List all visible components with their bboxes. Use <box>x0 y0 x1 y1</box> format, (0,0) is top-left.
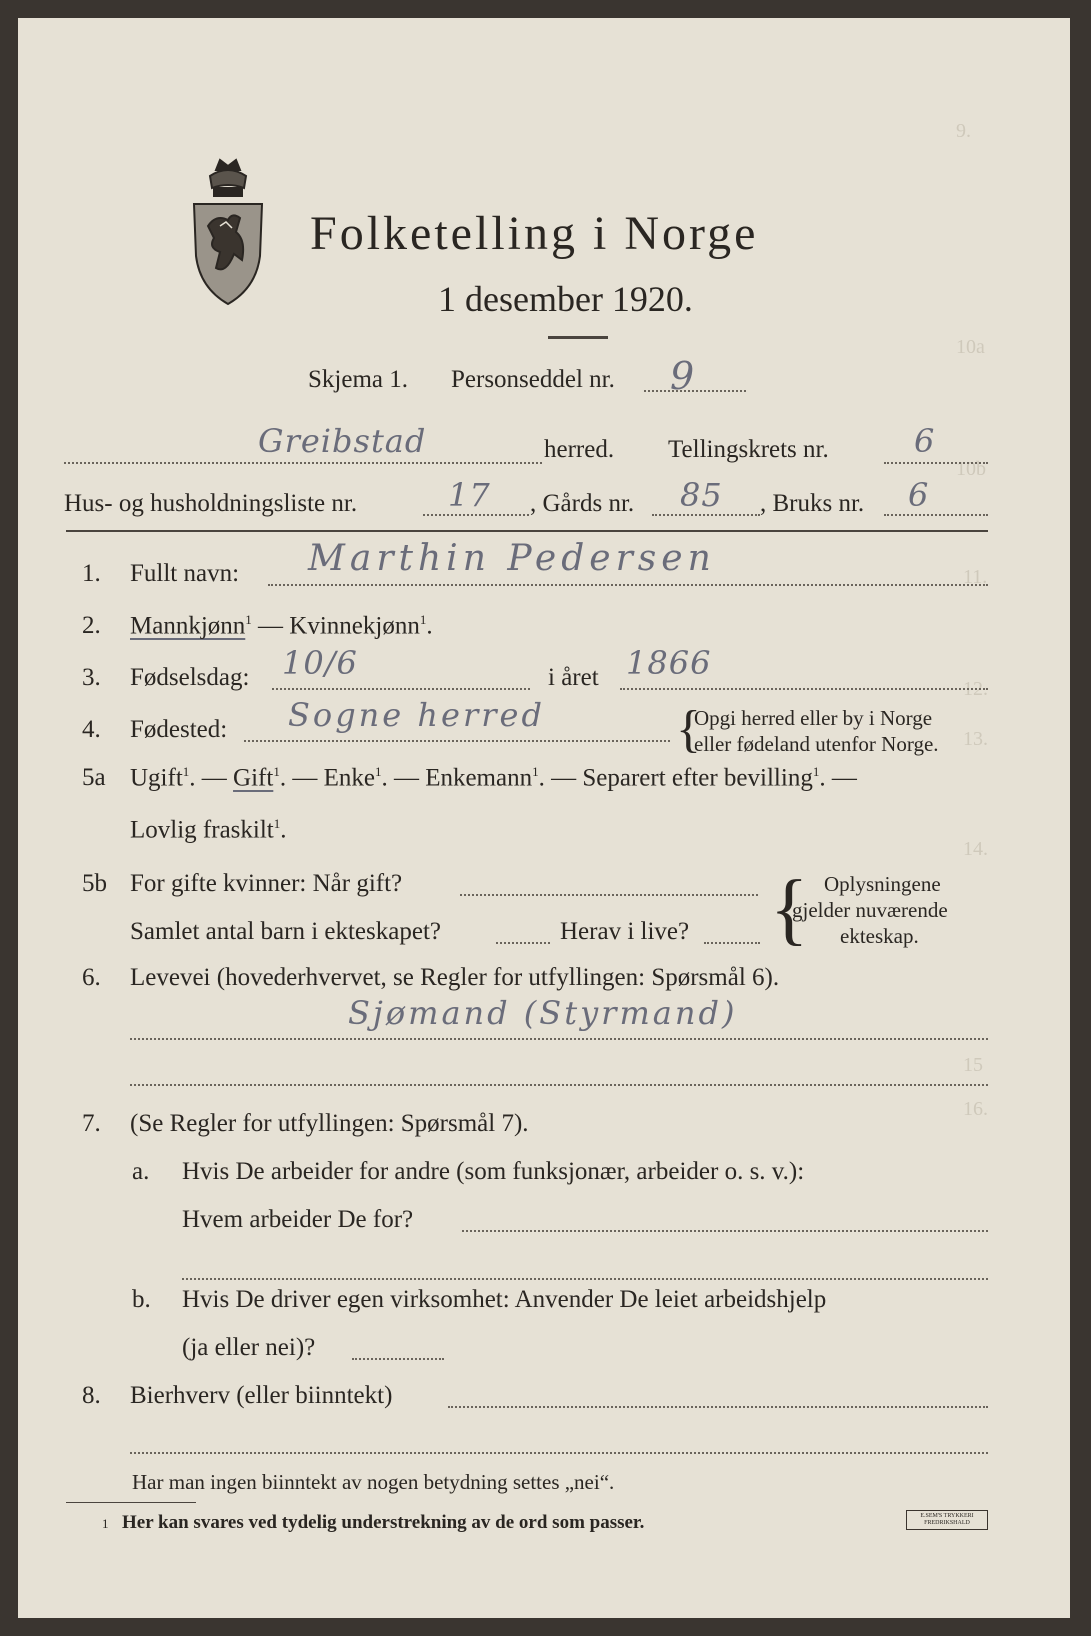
alive-field-line <box>704 942 760 944</box>
marital-enkemann-option[interactable]: Enkemann <box>425 764 533 792</box>
skjema-label: Skjema 1. <box>308 366 408 393</box>
bruks-label: , Bruks nr. <box>760 490 865 517</box>
q5b-children-label: Samlet antal barn i ekteskapet? <box>130 918 441 945</box>
printer-stamp-line2: FREDRIKSHALD <box>924 1520 970 1526</box>
marital-ugift-option[interactable]: Ugift <box>130 764 183 792</box>
footnote-ref: 1 <box>273 816 281 831</box>
ghost-margin-number: 15 <box>963 1054 983 1076</box>
gender-female-option[interactable]: Kvinnekjønn <box>289 612 420 640</box>
bruks-field-line <box>884 514 988 516</box>
footnote-ref: 1 <box>532 764 539 779</box>
separator-dash: . — <box>189 764 234 792</box>
separator-dash: . — <box>538 764 583 792</box>
census-form-page <box>18 18 1070 1618</box>
gender-male-option[interactable]: Mannkjønn <box>130 612 246 640</box>
q5b-note-line2: gjelder nuværende <box>792 898 948 922</box>
separator-dash: . — <box>819 764 857 792</box>
marital-lovlig-row: Lovlig fraskilt$^1$. <box>130 816 287 844</box>
personseddel-label: Personseddel nr. <box>451 366 615 393</box>
employer-field-line-2 <box>182 1278 988 1280</box>
side-income-field-line <box>448 1406 988 1408</box>
herred-field-line <box>64 462 542 464</box>
separator-dash: . — <box>279 764 324 792</box>
tellingskrets-label: Tellingskrets nr. <box>668 436 829 463</box>
q7-number: 7. <box>82 1110 101 1137</box>
footnote-ref: 1 <box>812 764 820 779</box>
year-label: i året <box>548 664 599 691</box>
employer-field-line <box>462 1230 988 1232</box>
tellingskrets-value[interactable]: 6 <box>914 422 936 460</box>
year-field-line <box>620 688 988 690</box>
marital-lovlig-option[interactable]: Lovlig fraskilt <box>130 816 274 844</box>
occupation-field-line <box>130 1038 988 1040</box>
gards-field-line <box>652 514 760 516</box>
personseddel-value[interactable]: 9 <box>670 354 696 398</box>
married-when-field-line <box>460 894 758 896</box>
hired-help-field-line <box>352 1358 444 1360</box>
herred-label: herred. <box>544 436 615 463</box>
q2-number: 2. <box>82 612 101 639</box>
marital-status-options <box>130 764 857 792</box>
gender-options <box>130 612 433 640</box>
q1-field-line <box>268 584 988 586</box>
header-divider <box>66 530 988 532</box>
title-divider <box>548 336 608 339</box>
q3-number: 3. <box>82 664 101 691</box>
brace-icon: { <box>770 865 809 953</box>
q7a-text: Hvis De arbeider for andre (som funksjonær, arbeider o. s. v.): <box>182 1158 805 1185</box>
birth-year-value[interactable]: 1866 <box>626 644 712 682</box>
q3-label: Fødselsdag: <box>130 664 250 691</box>
brace-icon: { <box>676 701 701 758</box>
gards-label: , Gårds nr. <box>530 490 635 517</box>
printer-stamp-line1: E.SEM'S TRYKKERI <box>920 1513 974 1519</box>
q7-label: (Se Regler for utfyllingen: Spørsmål 7). <box>130 1110 529 1137</box>
q7b-question: (ja eller nei)? <box>182 1334 316 1361</box>
occupation-value[interactable]: Sjømand (Styrmand) <box>348 994 738 1032</box>
ghost-margin-number: 11. <box>963 566 988 588</box>
gender-end-dot: . <box>426 612 433 640</box>
q7a-letter: a. <box>132 1158 150 1185</box>
ghost-margin-number: 12. <box>963 678 988 700</box>
q4-label: Fødested: <box>130 716 228 743</box>
q5b-number: 5b <box>82 870 107 897</box>
census-date: 1 desember 1920. <box>438 279 693 319</box>
footnote-ref: 1 <box>245 612 252 627</box>
q5b-note-line1: Oplysningene <box>824 872 941 896</box>
footnote-ref: 1 <box>182 764 190 779</box>
q5b-alive-label: Herav i live? <box>560 918 690 945</box>
hus-value[interactable]: 17 <box>448 476 491 514</box>
marital-enke-option[interactable]: Enke <box>323 764 375 792</box>
footnote-ref: 1 <box>374 764 382 779</box>
birthplace-field-line <box>244 740 670 742</box>
page-title: Folketelling i Norge <box>310 207 759 260</box>
separator-dash: . — <box>381 764 426 792</box>
bruks-value[interactable]: 6 <box>908 476 930 514</box>
ghost-margin-number: 10a <box>956 336 985 358</box>
herred-value[interactable]: Greibstad <box>258 422 427 460</box>
side-income-field-line-2 <box>130 1452 988 1454</box>
q1-label: Fullt navn: <box>130 560 240 587</box>
hus-label: Hus- og husholdningsliste nr. <box>64 490 358 517</box>
marital-separert-option[interactable]: Separert efter bevilling <box>582 764 813 792</box>
ghost-margin-number: 13. <box>963 728 988 750</box>
q5b-married-when-label: For gifte kvinner: Når gift? <box>130 870 403 897</box>
q5a-number: 5a <box>82 764 106 791</box>
footnote-ref: 1 <box>419 612 427 627</box>
q7b-text: Hvis De driver egen virksomhet: Anvender De leiet arbeidshjelp <box>182 1286 827 1313</box>
ghost-margin-number: 14. <box>963 838 988 860</box>
ghost-margin-number: 9. <box>956 120 971 142</box>
norway-coat-of-arms-icon <box>186 156 270 308</box>
birthplace-value[interactable]: Sogne herred <box>288 696 545 734</box>
birthday-value[interactable]: 10/6 <box>282 644 358 682</box>
gards-value[interactable]: 85 <box>680 476 723 514</box>
q8-label: Bierhverv (eller biinntekt) <box>130 1382 393 1409</box>
footnote-number: 1 <box>102 1516 109 1531</box>
q7a-question: Hvem arbeider De for? <box>182 1206 414 1233</box>
q4-note-line2: eller fødeland utenfor Norge. <box>694 732 939 756</box>
hus-field-line <box>423 514 529 516</box>
q5b-note-line3: ekteskap. <box>840 924 919 948</box>
full-name-value[interactable]: Marthin Pedersen <box>308 538 716 579</box>
marital-gift-option[interactable]: Gift <box>233 764 274 792</box>
footnote-divider <box>66 1502 196 1503</box>
ghost-margin-number: 16. <box>963 1098 988 1120</box>
q8-number: 8. <box>82 1382 101 1409</box>
q4-number: 4. <box>82 716 101 743</box>
ghost-margin-number: 10b <box>956 458 986 480</box>
footnote-text: Her kan svares ved tydelig understrekning av de ord som passer. <box>122 1512 645 1533</box>
q4-note-line1: Opgi herred eller by i Norge <box>694 706 933 730</box>
q7b-letter: b. <box>132 1286 151 1313</box>
q6-number: 6. <box>82 964 101 991</box>
side-income-note: Har man ingen biinntekt av nogen betydning settes „nei“. <box>132 1470 615 1494</box>
footnote-ref: 1 <box>273 764 280 779</box>
gender-separator: — <box>251 612 290 640</box>
birthday-field-line <box>272 688 530 690</box>
tellingskrets-field-line <box>884 462 988 464</box>
occupation-field-line-2 <box>130 1084 988 1086</box>
children-field-line <box>496 942 550 944</box>
q1-number: 1. <box>82 560 101 587</box>
printer-stamp <box>906 1510 988 1530</box>
q6-label: Levevei (hovederhvervet, se Regler for utfyllingen: Spørsmål 6). <box>130 964 780 991</box>
